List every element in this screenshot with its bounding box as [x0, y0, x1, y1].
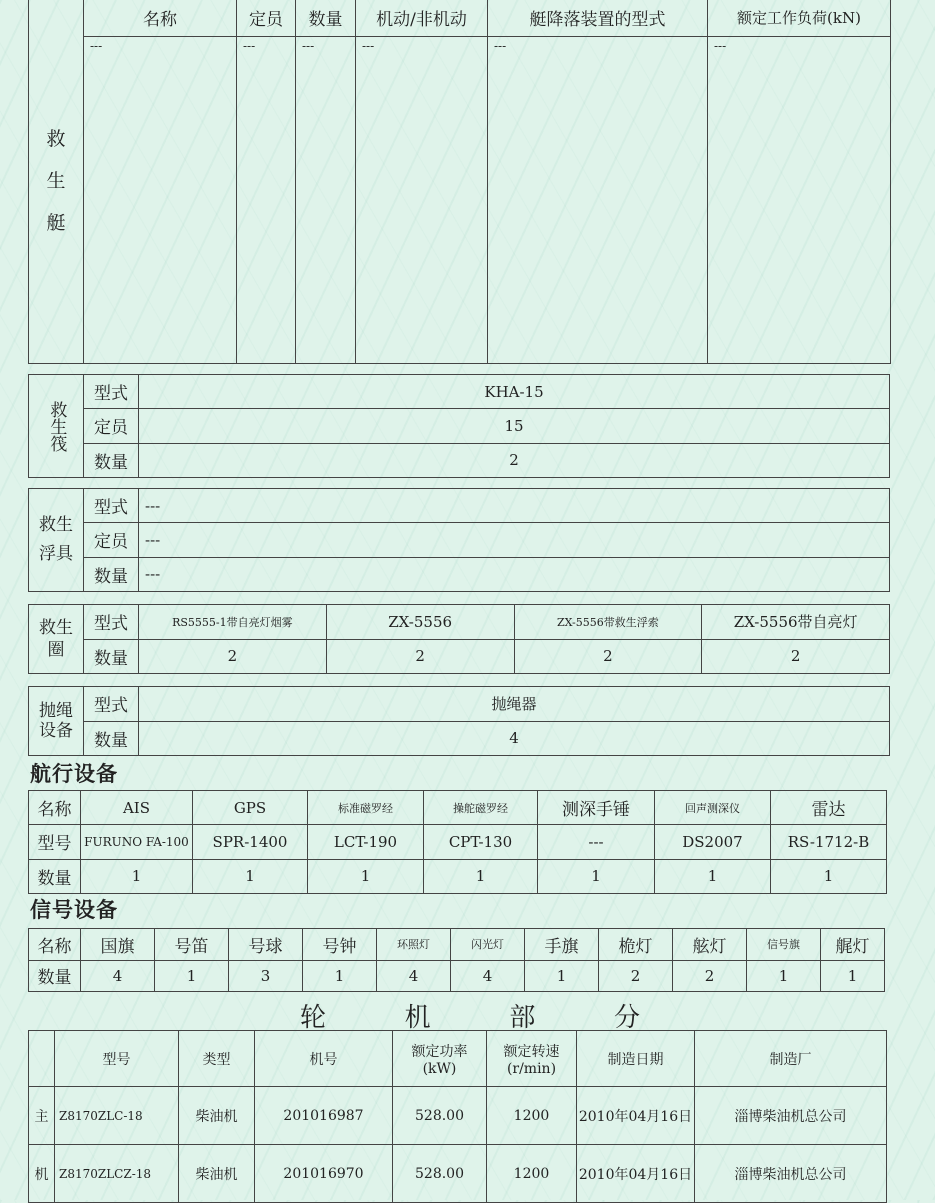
lifebuoy-side-label: 救生 圈: [29, 605, 84, 674]
engine-1-speed: 1200: [487, 1087, 577, 1145]
liferaft-table: [28, 374, 890, 478]
nav-qty-steering-compass: 1: [424, 859, 538, 893]
lifebuoy-type-4: ZX-5556带自亮灯: [702, 605, 890, 640]
signal-qty-national-flag: 4: [81, 960, 155, 992]
nav-qty-hand-lead: 1: [538, 859, 655, 893]
signal-name-ball: 号球: [229, 929, 303, 961]
engine-2-power: 528.00: [393, 1145, 487, 1203]
signal-qty-all-round-light: 4: [377, 960, 451, 992]
nav-name-gps: GPS: [193, 791, 308, 825]
buoyant-side-label: 救生 浮具: [29, 489, 84, 592]
engine-header-type: 类型: [179, 1031, 255, 1087]
signal-name-masthead-light: 桅灯: [599, 929, 673, 961]
signal-title: 信号设备: [30, 898, 118, 922]
signal-name-hand-flag: 手旗: [525, 929, 599, 961]
nav-name-hand-lead: 测深手锤: [538, 791, 655, 825]
lifebuoy-qty-4: 2: [702, 639, 890, 674]
nav-model-standard-compass: LCT-190: [308, 825, 424, 859]
signal-name-side-light: 舷灯: [673, 929, 747, 961]
lifebuoy-qty-1: 2: [139, 639, 327, 674]
liferaft-value-type: KHA-15: [139, 375, 890, 409]
engine-2-model: Z8170ZLCZ-18: [55, 1145, 179, 1203]
lifebuoy-label-quantity: 数量: [84, 639, 139, 674]
liferaft-label-quantity: 数量: [84, 443, 139, 477]
engine-header-power: 额定功率(kW): [393, 1031, 487, 1087]
engine-1-power: 528.00: [393, 1087, 487, 1145]
nav-qty-radar: 1: [771, 859, 887, 893]
lifeboat-header-name: 名称: [84, 0, 237, 37]
nav-model-gps: SPR-1400: [193, 825, 308, 859]
engine-header-model: 型号: [55, 1031, 179, 1087]
nav-model-steering-compass: CPT-130: [424, 825, 538, 859]
line-throwing-label-quantity: 数量: [84, 721, 139, 756]
nav-model-ais: FURUNO FA-100: [81, 825, 193, 859]
liferaft-side-label: 救生筏: [29, 375, 84, 478]
lifeboat-value-quantity: ---: [296, 37, 356, 364]
navigation-table: [28, 790, 887, 894]
lifeboat-header-capacity: 定员: [237, 0, 296, 37]
nav-qty-ais: 1: [81, 859, 193, 893]
liferaft-label-capacity: 定员: [84, 409, 139, 443]
signal-qty-bell: 1: [303, 960, 377, 992]
engine-table: [28, 1030, 887, 1203]
signal-qty-side-light: 2: [673, 960, 747, 992]
engine-2-maker: 淄博柴油机总公司: [695, 1145, 887, 1203]
engine-section-title: 轮 机 部 分: [300, 1003, 640, 1033]
engine-side-label-2: 机: [29, 1145, 55, 1203]
engine-1-serial: 201016987: [255, 1087, 393, 1145]
engine-1-type: 柴油机: [179, 1087, 255, 1145]
engine-header-corner: [29, 1031, 55, 1087]
navigation-label-model: 型号: [29, 825, 81, 859]
nav-model-echo-sounder: DS2007: [655, 825, 771, 859]
nav-name-radar: 雷达: [771, 791, 887, 825]
navigation-label-name: 名称: [29, 791, 81, 825]
engine-header-maker: 制造厂: [695, 1031, 887, 1087]
buoyant-label-type: 型式: [84, 489, 139, 523]
engine-header-speed: 额定转速(r/min): [487, 1031, 577, 1087]
engine-2-serial: 201016970: [255, 1145, 393, 1203]
nav-name-echo-sounder: 回声测深仪: [655, 791, 771, 825]
engine-2-speed: 1200: [487, 1145, 577, 1203]
lifebuoy-type-3: ZX-5556带救生浮索: [514, 605, 702, 640]
signal-qty-signal-flag: 1: [747, 960, 821, 992]
signal-name-bell: 号钟: [303, 929, 377, 961]
signal-name-whistle: 号笛: [155, 929, 229, 961]
engine-2-type: 柴油机: [179, 1145, 255, 1203]
engine-1-maker: 淄博柴油机总公司: [695, 1087, 887, 1145]
lifeboat-header-launching: 艇降落装置的型式: [488, 0, 708, 37]
signal-label-name: 名称: [29, 929, 81, 961]
lifeboat-value-capacity: ---: [237, 37, 296, 364]
signal-qty-whistle: 1: [155, 960, 229, 992]
line-throwing-label-type: 型式: [84, 687, 139, 722]
navigation-label-quantity: 数量: [29, 859, 81, 893]
liferaft-value-quantity: 2: [139, 443, 890, 477]
line-throwing-quantity: 4: [139, 721, 890, 756]
signal-label-quantity: 数量: [29, 960, 81, 992]
signal-name-stern-light: 艉灯: [821, 929, 885, 961]
line-throwing-side-label: 抛绳 设备: [29, 687, 84, 756]
lifebuoy-type-1: RS5555-1带自亮灯烟雾: [139, 605, 327, 640]
nav-name-steering-compass: 操舵磁罗经: [424, 791, 538, 825]
signal-name-signal-flag: 信号旗: [747, 929, 821, 961]
nav-name-standard-compass: 标准磁罗经: [308, 791, 424, 825]
nav-qty-standard-compass: 1: [308, 859, 424, 893]
nav-model-radar: RS-1712-B: [771, 825, 887, 859]
engine-header-date: 制造日期: [577, 1031, 695, 1087]
engine-side-label-1: 主: [29, 1087, 55, 1145]
buoyant-label-capacity: 定员: [84, 523, 139, 557]
lifeboat-table: [28, 0, 891, 364]
engine-1-date: 2010年04月16日: [577, 1087, 695, 1145]
lifeboat-value-load: ---: [708, 37, 891, 364]
line-throwing-table: [28, 686, 890, 756]
engine-1-model: Z8170ZLC-18: [55, 1087, 179, 1145]
signal-qty-hand-flag: 1: [525, 960, 599, 992]
buoyant-table: [28, 488, 890, 592]
nav-name-ais: AIS: [81, 791, 193, 825]
liferaft-value-capacity: 15: [139, 409, 890, 443]
buoyant-label-quantity: 数量: [84, 557, 139, 591]
lifebuoy-table: [28, 604, 890, 674]
lifebuoy-qty-2: 2: [326, 639, 514, 674]
lifebuoy-qty-3: 2: [514, 639, 702, 674]
lifeboat-side-label: 救 生 艇: [29, 0, 84, 364]
nav-qty-echo-sounder: 1: [655, 859, 771, 893]
signal-table: [28, 928, 885, 992]
signal-qty-stern-light: 1: [821, 960, 885, 992]
signal-name-all-round-light: 环照灯: [377, 929, 451, 961]
lifeboat-header-propulsion: 机动/非机动: [356, 0, 488, 37]
signal-qty-masthead-light: 2: [599, 960, 673, 992]
line-throwing-type: 抛绳器: [139, 687, 890, 722]
engine-header-serial: 机号: [255, 1031, 393, 1087]
liferaft-label-type: 型式: [84, 375, 139, 409]
lifeboat-value-propulsion: ---: [356, 37, 488, 364]
lifeboat-header-load: 额定工作负荷(kN): [708, 0, 891, 37]
signal-name-national-flag: 国旗: [81, 929, 155, 961]
nav-qty-gps: 1: [193, 859, 308, 893]
lifeboat-value-name: ---: [84, 37, 237, 364]
buoyant-value-quantity: ---: [139, 557, 890, 591]
engine-2-date: 2010年04月16日: [577, 1145, 695, 1203]
buoyant-value-capacity: ---: [139, 523, 890, 557]
navigation-title: 航行设备: [30, 762, 118, 786]
lifeboat-value-launching: ---: [488, 37, 708, 364]
lifeboat-header-quantity: 数量: [296, 0, 356, 37]
nav-model-hand-lead: ---: [538, 825, 655, 859]
signal-qty-ball: 3: [229, 960, 303, 992]
buoyant-value-type: ---: [139, 489, 890, 523]
lifebuoy-type-2: ZX-5556: [326, 605, 514, 640]
signal-qty-flashing-light: 4: [451, 960, 525, 992]
signal-name-flashing-light: 闪光灯: [451, 929, 525, 961]
lifebuoy-label-type: 型式: [84, 605, 139, 640]
